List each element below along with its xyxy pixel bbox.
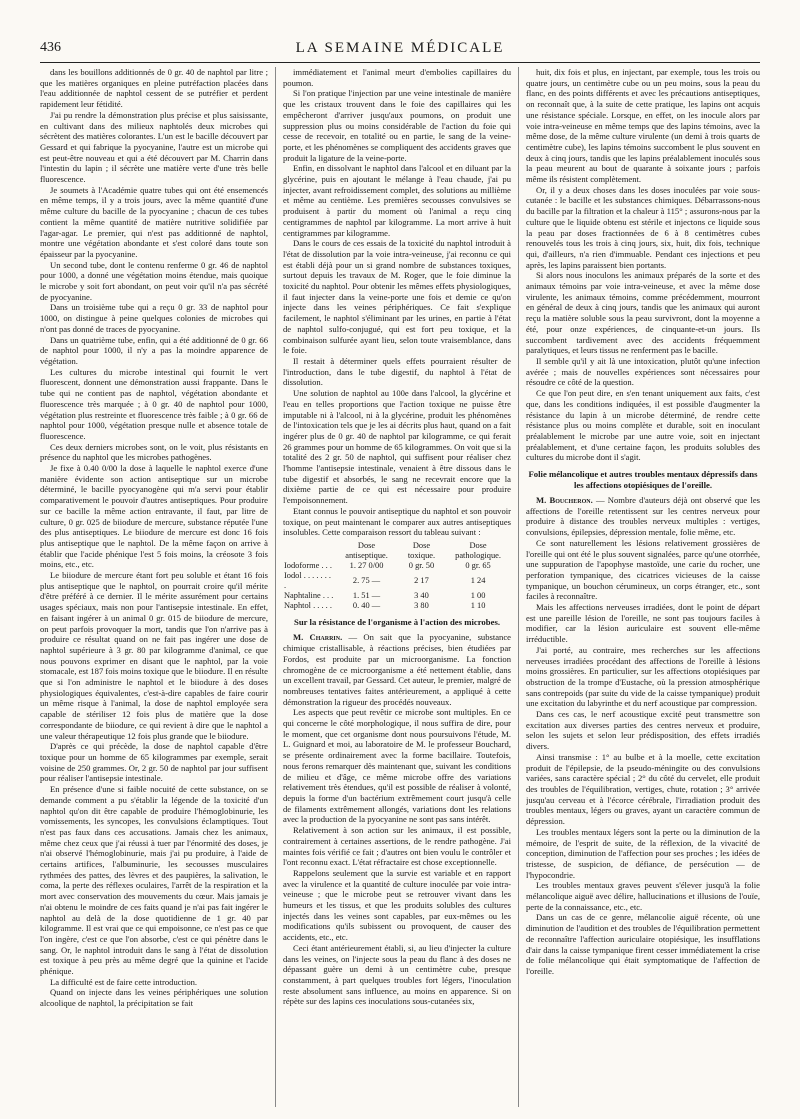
- author-name: M. Charrin.: [293, 632, 343, 643]
- table-cell: Iodol . . . . . . . .: [284, 570, 331, 590]
- table-cell: 1 24: [470, 575, 486, 585]
- table-cell: Naphtol . . . . .: [284, 600, 332, 610]
- table-cell: 1 10: [470, 600, 486, 610]
- table-cell: Iodoforme . . .: [284, 560, 332, 570]
- table-cell: 1. 51 —: [352, 590, 381, 600]
- column-2-paragraphs-b: [283, 632, 511, 1007]
- paragraph: Les cultures du microbe intestinal qui fournit le vert fluorescent, donnent une démonstration aussi frappante. Dans le tube qui ne contient pas de naphtol, végétation abondante et fluorescence très marquée ; à 0 gr. 40 de naphtol pour 1000, végétation plus restreinte et fluorescence très faible ; à 0 gr. 66 de naphtol pour 1000, végétation presque nulle et absence totale de fluorescence.: [40, 366, 268, 441]
- table-row: [283, 561, 511, 571]
- paragraph: [283, 632, 511, 707]
- author-name: M. Boucheron.: [536, 495, 593, 506]
- paragraph: Les troubles mentaux graves peuvent s'élever jusqu'à la folie mélancolique aiguë avec délire, hallucinations et illusions de l'ouïe, perte de la connaissance, etc., etc.: [526, 880, 760, 912]
- paragraph: Relativement à son action sur les animaux, il est possible, contrairement à certaines assertions, de le rendre pathogène. J'ai maintes fois vérifié ce fait ; d'autres ont bien voulu le contrôler et l'ont reconnu exact. L'état réfractaire est chose exceptionnelle.: [283, 825, 511, 868]
- paragraph: Or, il y a deux choses dans les doses inoculées par voie sous-cutanée : le bacille et les substances chimiques. Débarrassons-nous du bacille par la filtration et la chaleur à 115° ; assurons-nous par la culture que le liquide obtenu est stérile et injectons ce liquide sous la peau par doses fractionnées de 6 à 8 centimètres cubes renouvelés tous les trois à cinq jours, six, huit, dix fois, technique qui, d'ailleurs, n'a rien d'immuable. Pendant ces injections et peu après, les lapins paraissent bien portants.: [526, 184, 760, 270]
- paragraph: En présence d'une si faible nocuité de cette substance, on se demande comment a pu s'établir la légende de la toxicité d'un naphtol qu'on dit être capable de produire l'hémoglobinurie, les vomissements, les syncopes, les convulsions éclamptiques. Tout n'est pas faux dans ces accusations. Jamais chez les animaux, même chez ceux que j'ai réussi à tuer par l'énormité des doses, je n'ai observé l'hémoglobinurie, mais j'ai pu produire, à l'aide de certains artifices, l'albuminurie, les secousses musculaires rythmées des pattes, des lèvres et des paupières, la salivation, le coma, la perte des réflexes oculaires, l'arrêt de la respiration et la mort avec conservation des mouvements du cœur. Mais jamais je n'ai obtenu le moindre de ces faits quand je n'ai pas fait ingérer le naphtol au delà de la dose quotidienne de 1 gr. 40 par kilogramme. Il est vrai que ce qui empoisonne, ce n'est pas ce que l'on ingère, c'est ce que l'on absorbe, c'est ce qui pénètre dans le sang. Or, le naphtol introduit dans le sang à l'état de dissolution est toxique à peu près au même degré que la quinine et l'acide phénique.: [40, 784, 268, 977]
- paragraph: Dans un quatrième tube, enfin, qui a été additionné de 0 gr. 66 de naphtol pour 1000, il n'y a pas la moindre apparence de végétation.: [40, 334, 268, 366]
- table-cell: Naphtaline . . .: [284, 590, 334, 600]
- table-cell: 1 00: [470, 590, 486, 600]
- table-cell: 0 gr. 65: [465, 560, 491, 570]
- toxicity-table-header: [283, 541, 511, 561]
- paragraph: Les troubles mentaux légers sont la perte ou la diminution de la mémoire, de l'esprit de suite, de la réflexion, de la vivacité de conception, diminution de l'affection pour ses proches ; les idées de tristesse, de suspicion, de défiance, de persécution — de l'hypocondrie.: [526, 826, 760, 880]
- section-title-charrin: Sur la résistance de l'organisme à l'action des microbes.: [294, 616, 500, 627]
- header-rule: [40, 62, 760, 63]
- column-3-paragraphs-a: [526, 67, 760, 463]
- section-title-boucheron: Folie mélancolique et autres troubles mentaux dépressifs dans les affections otopiésiques de l'oreille.: [528, 469, 758, 490]
- column-3-paragraphs-b: [526, 495, 760, 977]
- table-row: [283, 601, 511, 611]
- table-header-cell: Dose antiseptique.: [345, 540, 388, 560]
- toxicity-table-body: [283, 561, 511, 611]
- paragraph: Le biiodure de mercure étant fort peu soluble et étant 16 fois plus antiseptique que le naphtol, on pourrait croire qu'il mérite d'être préféré à ce dernier. Il le mérite assurément pour certains usages spéciaux, mais non pour l'antisepsie intestinale. En effet, en faisant ingérer à un animal 0 gr. 015 de biiodure de mercure, on peut parfois provoquer la mort, tandis que l'on n'arrive pas à produire ce résultat quand on ne fait pas ingérer une dose de naphtol supérieure à 3 gr. 80 par kilogramme d'animal, ce que nous pouvons exprimer en disant que le naphtol, par la voie stomacale, est 187 fois moins toxique que le biiodure. Il en résulte que si l'on administre le naphtol et le biiodure à des doses physiologiques équivalentes, c'est-à-dire capables de faire courir un même risque à l'animal, la dose de naphtol employée sera capable de stériliser 12 fois plus de matière que la dose correspondante de biiodure, ce qui revient à dire que le naphtol a une valeur thérapeutique 12 fois plus grande que le biiodure.: [40, 570, 268, 741]
- column-divider: [518, 67, 519, 1107]
- column-divider: [275, 67, 276, 1107]
- table-header-cell: Dose pathologique.: [455, 540, 501, 560]
- paragraph: La difficulté est de faire cette introduction.: [50, 976, 198, 987]
- column-2: [283, 67, 511, 1107]
- paragraph: Ce sont naturellement les lésions relativement grossières de l'oreille qui ont été le plus souvent signalées, parce qu'une otorrhée, une suppuration de l'apophyse mastoïde, une carie du rocher, une perforation tympanique, des cicatrices vicieuses de la caisse tympanique, un bouchon cérumineux, un corps étranger, etc., sont faciles à reconnaître.: [526, 537, 760, 602]
- table-header-cell: Dose toxique.: [407, 540, 436, 560]
- table-row: [283, 591, 511, 601]
- paragraph: Je soumets à l'Académie quatre tubes qui ont été ensemencés en même temps, il y a trois jours, avec la même quantité d'une même culture du bacille de la pyocyanine ; chacun de ces tubes contient la même quantité de matière nutritive solidifiée par l'agar-agar. Le premier, qui n'est pas additionné de naphtol, montre une végétation abondante et s'est coloré dans toute son épaisseur par la pyocyanine.: [40, 184, 268, 259]
- page-number: 436: [40, 40, 61, 55]
- column-3: [526, 67, 760, 1107]
- paragraph: Ceci étant antérieurement établi, si, au lieu d'injecter la culture dans les veines, on l'injecte sous la peau du flanc à des doses ne dépassant guère un demi à un centimètre cube, presque constamment, à part quelques troubles fort légers, l'inoculation reste absolument sans influence, au moins en apparence. Si on répète sur des lapins ces inoculations sous-cutanées six,: [283, 942, 511, 1007]
- paragraph: Je fixe à 0.40 0/00 la dose à laquelle le naphtol exerce d'une manière évidente son action antiseptique sur un microbe déterminé, le bacille pyocyanogène qui m'a servi pour établir comparativement le pouvoir d'autres antiseptiques. Pour produire sur ce bacille la même action entravante, il faut, par litre de culture, 0 gr. 025 de biiodure de mercure, substance réputée l'une des plus antiseptiques. Le biiodure de mercure est donc 16 fois plus antiseptique que le naphtol. De la même façon on arrive à établir que l'acide phénique l'est 5 fois moins, la créosote 3 fois moins, etc., etc.: [40, 463, 268, 570]
- table-cell: 1. 27 0/00: [349, 560, 384, 570]
- column-2-paragraphs-a: [283, 67, 511, 538]
- paragraph: Quand on injecte dans les veines périphériques une solution alcoolique de naphtol, la précipitation se fait: [40, 987, 268, 1009]
- paragraph: Dans un troisième tube qui a reçu 0 gr. 33 de naphtol pour 1000, on distingue à peine quelques colonies de microbes qui n'ont pas donné de traces de pyocyanine.: [40, 302, 268, 334]
- paragraph: J'ai porté, au contraire, mes recherches sur les affections nerveuses irradiées procédant des affections de l'oreille à lésions moins grossières. En particulier, sur les affections otopiésiques par obstruction de la trompe d'Eustache, où la pression atmosphérique sans contrepoids (par suite du vide de la caisse tympanique) produit une excitation du labyrinthe et du nerf acoustique par compression.: [526, 644, 760, 709]
- table-cell: 2. 75 —: [352, 575, 381, 585]
- paragraph: Ces deux derniers microbes sont, on le voit, plus résistants en présence du naphtol que les microbes pathogènes.: [40, 441, 268, 463]
- paragraph: Rappelons seulement que la survie est variable et en rapport avec la virulence et la quantité de culture inoculée par voie intra-veineuse ; que le microbe peut se retrouver vivant dans les humeurs et les tissus, et que les produits solubles des cultures injectés dans les veines sont capables, par eux-mêmes ou les modifications qu'ils subissent ou provoquent, de causer des accidents, etc., etc.: [283, 867, 511, 943]
- page-header: [40, 40, 760, 60]
- paragraph-text: — On sait que la pyocyanine, substance chimique cristallisable, à réactions précises, bien étudiées par Fordos, est produite par un microorganisme. La fonction chromogène de ce microorganisme a été nettement établie, dans un excellent travail, par Gessard. Cet auteur, le premier, malgré de nombreuses tentatives faites antérieurement, a appliqué à cette démonstration la rigueur des procédés nouveaux.: [283, 632, 511, 707]
- table-row: [283, 571, 511, 591]
- paragraph: Etant connus le pouvoir antiseptique du naphtol et son pouvoir toxique, on peut maintenant le comparer aux autres antiseptiques insolubles. Cette comparaison ressort du tableau suivant :: [283, 505, 511, 538]
- paragraph: Les aspects que peut revêtir ce microbe sont multiples. En ce qui concerne le côté morphologique, il nous suffira de dire, pour le moment, que cet organisme dont nous poursuivons l'étude, M. L. Guignard et moi, au laboratoire de M. le professeur Bouchard, se présente ordinairement avec la forme bacillaire. Toutefois, nous ferons remarquer dès maintenant que, suivant les conditions de milieu et d'âge, ce même microbe offre des variations relativement très étendues, qu'il est possible de réaliser à volonté, depuis la forme d'un bactérium extrêmement court jusqu'à celle de filaments extrêmement allongés, variations dont les relations avec la production de la pyocyanine ne sont pas sans intérêt.: [283, 707, 511, 825]
- paragraph: D'après ce qui précède, la dose de naphtol capable d'être toxique pour un homme de 65 kilogrammes par exemple, serait voisine de 250 grammes. Or, 2 gr. 50 de naphtol par jour suffisent pour réaliser l'antisepsie intestinale.: [40, 741, 268, 784]
- column-1: [40, 67, 268, 1107]
- paragraph: Ainsi transmise : 1° au bulbe et à la moelle, cette excitation produit de l'épilepsie, de la pseudo-méningite ou des convulsions variées, sans caractère spécial ; 2° du côté du cervelet, elle produit des troubles de l'équilibration, vertiges, chute, rotation ; 3° arrivée jusqu'au cerveau et à l'écorce cérébrale, l'irradiation produit des troubles mentaux, légers ou graves, ayant un caractère commun de dépression.: [526, 751, 760, 827]
- paragraph-text: — Nombre d'auteurs déjà ont observé que les affections de l'oreille retentissent sur les centres nerveux pour produire à distance des troubles nerveux multiples : vertiges, convulsions, épilepsies, dépression mentale, folie même, etc.: [526, 495, 760, 538]
- paragraph: Dans un cas de ce genre, mélancolie aiguë récente, où une diminution de l'audition et des troubles de l'équilibration permettent de reconnaître l'affection auriculaire otopiésique, les insufflations d'air dans la caisse tympanique firent cesser immédiatement la crise de folie mélancolique qui était symptomatique de l'affection de l'oreille.: [526, 912, 760, 976]
- table-cell: 3 80: [414, 600, 429, 610]
- paragraph: Dans ces cas, le nerf acoustique excité peut transmettre son excitation aux diverses parties des centres nerveux et produire, selon les sujets et selon leur prédisposition, des effets irradiés divers.: [526, 709, 760, 752]
- article-body: [40, 67, 760, 1107]
- paragraph: Si alors nous inoculons les animaux préparés de la sorte et des animaux témoins par voie intra-veineuse, et avec la même dose virulente, les animaux témoins, comme précédemment, mourront en général de deux à cinq jours, tandis que les animaux qui auront reçu la matière soluble sous la peau survivront, dont la moyenne a été, pour onze expériences, de cinquante-et-un jours. Ils succombent tardivement avec des accidents fréquemment paralytiques, et leurs tissus ne renferment pas le bacille.: [526, 270, 760, 356]
- table-cell: 0. 40 —: [352, 600, 381, 610]
- paragraph: [526, 495, 760, 538]
- paragraph: dans les bouillons additionnés de 0 gr. 40 de naphtol par litre ; que les matières organiques en pleine putréfaction placées dans l'eau additionnée de naphtol cessent de se putréfier et perdent rapidement leur fétidité.: [40, 67, 268, 110]
- paragraph: Enfin, en dissolvant le naphtol dans l'alcool et en diluant par la glycérine, puis en ajoutant le mélange à l'eau chaude, j'ai pu injecter, avant refroidissement complet, des solutions au millième et même au centième. Les premières secousses convulsives se produisent à partir du moment où l'animal a reçu cinq centigrammes de naphtol par kilogramme. La mort arrive à huit centigrammes par kilogramme.: [283, 163, 511, 238]
- table-cell: 0 gr. 50: [408, 560, 435, 570]
- column-1-paragraphs: [40, 67, 268, 1009]
- paragraph: Une solution de naphtol au 100e dans l'alcool, la glycérine et l'eau en telles proportions que l'action toxique ne puisse être imputable ni à l'alcool, ni à la glycérine, produit les phénomènes de l'intoxication tels que je les ai décrits plus haut, quand on a fait ingérer plus de 0 gr. 40 de naphtol par kilogramme, ce qui ferait 26 grammes pour un homme de 65 kilogrammes. On voit que si la totalité des 2 gr. 50 de naphtol, qui suffisent pour réaliser chez l'homme l'antisepsie intestinale, venaient à être dissous dans le tube digestif et absorbés, le sang ne recevrait encore que la dixième partie de ce qui est nécessaire pour produire l'empoisonnement.: [283, 388, 511, 506]
- paragraph: J'ai pu rendre la démonstration plus précise et plus saisissante, en cultivant dans des milieux naphtolés deux microbes qui sécrètent des matières colorantes. L'un est le bacille découvert par Gessard et qui fabrique la pyocyanine, l'autre est un microbe qui est peut-être nouveau et qui a été découvert par M. Charrin dans l'intestin du lapin ; il sécrète une matière verte d'une très belle fluorescence.: [40, 109, 268, 185]
- paragraph: Ce que l'on peut dire, en s'en tenant uniquement aux faits, c'est que, dans les conditions indiquées, il est possible d'augmenter la résistance du lapin à un microbe déterminé, de rendre cette résistance plus ou moins complète et durable, soit en inoculant préalablement le microbe par une autre voie, soit en injectant préalablement, et d'une certaine façon, les produits solubles des cultures du microbe dont il s'agit.: [526, 388, 760, 463]
- toxicity-table: [283, 541, 511, 611]
- paragraph: Mais les affections nerveuses irradiées, dont le point de départ est une pareille lésion de l'oreille, ne sont pas toujours faciles à modifier, car la lésion auriculaire est souvent elle-même irréductible.: [526, 602, 760, 645]
- paragraph: immédiatement et l'animal meurt d'embolies capillaires du poumon.: [283, 67, 511, 88]
- paragraph: Il restait à déterminer quels effets pourraient résulter de l'introduction, dans le tube digestif, du naphtol à l'état de dissolution.: [283, 355, 511, 388]
- paragraph: Il semble qu'il y ait là une intoxication, plutôt qu'une infection avérée ; mais de nouvelles expériences sont nécessaires pour résoudre ce côté de la question.: [526, 355, 760, 388]
- table-cell: 2 17: [414, 575, 429, 585]
- table-header-cell: [283, 541, 335, 561]
- paragraph: Un second tube, dont le contenu renferme 0 gr. 46 de naphtol pour 1000, a donné une végétation moins étendue, mais quoique le microbe y soit fort abondant, on peut voir qu'il n'a pas sécrété de pyocyanine.: [40, 259, 268, 302]
- journal-title: LA SEMAINE MÉDICALE: [295, 40, 505, 56]
- paragraph: Si l'on pratique l'injection par une veine intestinale de manière que les cristaux trouvent dans le foie des capillaires qui les empêcheront d'arriver jusqu'aux poumons, on produit une suppression plus ou moins considérable de l'action du foie qui cesse de recevoir, en totalité ou en partie, le sang de la veine-porte, et les phénomènes se compliquent des accidents graves que produit la ligature de la veine-porte.: [283, 88, 511, 163]
- paragraph: huit, dix fois et plus, en injectant, par exemple, tous les trois ou quatre jours, un centimètre cube ou un peu moins, sous la peau du flanc, en des points différents et avec les précautions antiseptiques, on reconnaît que, à la suite de cette pratique, les lapins ont acquis une résistance spéciale. Lorsque, en effet, on les inocule alors par voie intra-veineuse en même temps que des lapins témoins, avec la même dose, de la même culture virulente (un demi à trois quarts de centimètre cube), les lapins témoins succombent le plus souvent en deux à cinq jours, tandis que les lapins préalablement inoculés sous la peau meurent au bout de quarante à soixante jours ; parfois même ils résistent complètement.: [526, 67, 760, 185]
- paragraph: Dans le cours de ces essais de la toxicité du naphtol introduit à l'état de dissolution par la voie intra-veineuse, j'ai reconnu ce qui est établi déjà pour un si grand nombre de substances toxiques, surtout depuis les travaux de M. Roger, que le foie diminue la toxicité du naphtol. Pour obtenir les mêmes effets physiologiques, il faut injecter dans la veine-porte une fois et demie ce qu'on injecte dans les veines périphériques. Ce fait s'explique facilement, le naphtol s'éliminant par les urines, en partie à l'état de naphtol sulfo-conjugué, qui est fort peu toxique, et la combinaison sulfurée ayant lieu, selon toute vraisemblance, dans le foie.: [283, 238, 511, 356]
- table-cell: 3 40: [414, 590, 429, 600]
